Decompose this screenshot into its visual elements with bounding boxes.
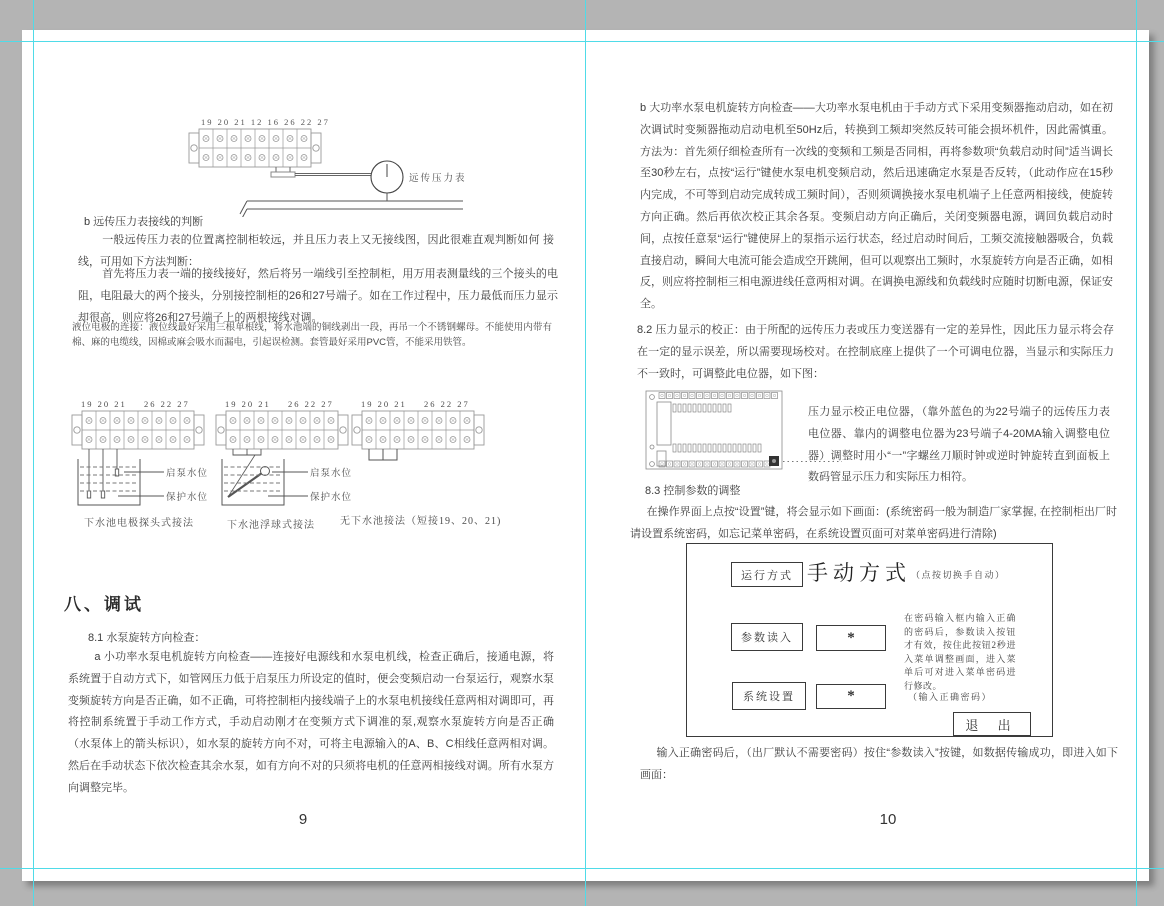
page-number: 10 — [879, 811, 897, 828]
paragraph: 一般远传压力表的位置离控制柜较远，并且压力表上又无接线图，因此很难直观判断如何 接线，可用如下方法判断： — [78, 234, 554, 268]
start-level-label: 启泵水位 — [310, 469, 353, 479]
terminal-numbers: 19 20 21 — [225, 399, 271, 409]
note-paragraph: 液位电极的连接：液位线最好采用三根单根线，将水池端的铜线剥出一段，再吊一个不锈钢螺母。不能使用内带有棉、麻的电缆线，因棉或麻会吸水而漏电，引起误检测。套管最好采用PVC管，不能采用铁管。 — [72, 322, 552, 348]
guide-line-vertical-center — [585, 0, 586, 906]
jumper-wire — [369, 449, 397, 460]
param-read-button: 参数读入 — [731, 623, 803, 651]
protect-level-label: 保护水位 — [310, 493, 353, 503]
board-bottom-terminals — [659, 461, 770, 467]
figure-no-tank-jumper — [348, 398, 493, 473]
terminal-numbers: 19 20 21 — [361, 399, 407, 409]
run-mode-note: （点按切换手自动） — [911, 570, 1006, 580]
terminal-strip — [189, 129, 321, 167]
terminal-strip — [72, 411, 204, 449]
pipe — [240, 201, 463, 217]
paragraph: 8.2 压力显示的校正：由于所配的远传压力表或压力变送器有一定的差异性，因此压力显示将会存在一定的显示误差，所以需要现场校对。在控制底座上提供了一个可调电位器，当显示和实际压力不一致时，可调整此电位器，如下图： — [637, 324, 1114, 380]
system-setting-note: （输入正确密码） — [908, 692, 993, 702]
figure-electrode-probe — [68, 398, 213, 510]
paragraph: 首先将压力表一端的接线接好，然后将另一端线引至控制柜，用万用表测量线的三个接头的电阻，电阻最大的两个接头，分别接控制柜的26和27号端子。如在工作过程中，压力最低而压力显示却很高，则应将26和27号端子上的两根接线对调。 — [78, 268, 558, 324]
guide-line-horizontal-top — [0, 41, 1164, 42]
guide-line-vertical-left — [33, 0, 34, 906]
guide-line-horizontal-bottom — [0, 868, 1164, 869]
tank — [222, 459, 284, 505]
gauge-label: 远传压力表 — [409, 174, 467, 184]
board-components-top — [673, 404, 731, 412]
board-top-terminals — [659, 393, 778, 399]
potentiometer — [769, 456, 779, 466]
settings-screen-figure — [686, 543, 1053, 737]
run-mode-value: 手动方式 — [807, 561, 911, 585]
guide-line-vertical-right — [1136, 0, 1137, 906]
pressure-gauge-icon — [371, 161, 403, 201]
system-setting-button: 系统设置 — [732, 682, 806, 710]
terminal-numbers: 19 20 21 — [81, 399, 127, 409]
paragraph: a 小功率水泵电机旋转方向检查——连接好电源线和水泵电机线，检查正确后，接通电源，将系统置于自动方式下，如管网压力低于启泵压力所设定的值时，便会变频启动一台泵运行，观察水泵变频旋转方向是否正确，如不正确，可将控制柜内接线端子上的水泵电机接线任意两相对调即可，再将控制系统置于手动工作方式，手动启动刚才在变频方式下调准的泵,观察水泵旋转方向是否正确（水泵体上的箭头标识），如水泵的旋转方向不对，可将主电源输入的A、B、C相线任意两相对调。然后在手动状态下依次检查其余水泵，如有方向不对的只须将电机的任意两相接线对调。所有水泵方向调整完毕。 — [68, 651, 554, 794]
terminal-strip — [352, 411, 484, 449]
param-password-field: * — [816, 625, 886, 651]
float-wires — [228, 449, 270, 497]
exit-button: 退 出 — [953, 712, 1031, 736]
figure-caption: 下水池浮球式接法 — [227, 520, 315, 531]
run-mode-button: 运行方式 — [731, 562, 803, 587]
terminal-numbers: 26 22 27 — [288, 399, 334, 409]
figure-caption: 下水池电极探头式接法 — [84, 518, 194, 529]
terminal-numbers: 26 22 27 — [424, 399, 470, 409]
gauge-wiring — [271, 167, 371, 177]
protect-level-label: 保护水位 — [166, 493, 209, 503]
chapter-heading: 八、调试 — [64, 595, 144, 614]
param-read-note: 在密码输入框内输入正确的密码后，参数读入按钮才有效，按住此按钮2秒进入菜单调整画面，进入菜单后可对进入菜单密码进行修改。 — [904, 613, 1016, 691]
page-number: 9 — [298, 811, 308, 828]
start-level-label: 启泵水位 — [166, 469, 209, 479]
figure-remote-pressure-gauge — [185, 115, 470, 217]
paragraph: 输入正确密码后，（出厂默认不需要密码）按住“参数读入”按键，如数据传输成功，即进入如下画面： — [640, 747, 1118, 781]
page-9 — [22, 30, 585, 881]
page-10 — [585, 30, 1149, 881]
figure-float-ball — [212, 398, 357, 510]
label-leaders — [268, 472, 308, 496]
section-8-3-title: 8.3 控制参数的调整 — [645, 485, 741, 497]
board-outline — [646, 391, 782, 469]
section-8-1-title: 8.1 水泵旋转方向检查： — [88, 632, 206, 644]
section-b-title: b 远传压力表接线的判断 — [84, 216, 204, 228]
system-password-field: * — [816, 684, 886, 709]
board-figure-note: 压力显示校正电位器，（靠外蓝色的为22号端子的远传压力表电位器、靠内的调整电位器为23号端子4-20MA输入调整电位器）调整时用小“一”字螺丝刀顺时钟或逆时钟旋转直到面板上数码管显示压力和实际压力相符。 — [808, 406, 1110, 484]
terminal-numbers: 26 22 27 — [144, 399, 190, 409]
label-leaders — [118, 472, 164, 496]
paragraph: b 大功率水泵电机旋转方向检查——大功率水泵电机由于手动方式下采用变频器拖动启动，如在初次调试时变频器拖动启动电机至50Hz后，转换到工频却突然反转可能会损坏机件，因此需慎重。方法为：首先须仔细检查所有一次线的变频和工频是否同相，再将参数项“负载启动时间”适当调长至30秒左右，点按“运行”键使水泵电机变频启动，然后迅速确定水泵是否反转，（此动作应在15秒内完成，不可等到启动完成转成工频时间），否则须调换接水泵电机端子上任意两相接线，使旋转方向正确。然后再依次校正其余各泵。变频启动方向正确后，关闭变频器电源，调回负载启动时间，点按任意泵“运行”键使屏上的泵指示运行状态，经过启动时间后，工频交流接触器吸合，负载直接启动，瞬间大电流可能会造成空开跳闸，但可以观察出工频时，水泵旋转方向是否正确，如相反，则应将控制柜三相电源进线任意两相对调。在调换电源线和负载线时应随时切断电源，保证安全。 — [640, 102, 1113, 311]
terminal-strip — [216, 411, 348, 449]
figure-caption: 无下水池接法（短接19、20、21) — [340, 516, 502, 527]
paragraph: 在操作界面上点按“设置”键，将会显示如下画面：(系统密码一般为制造厂家掌握, 在控制柜出厂时请设置系统密码，如忘记菜单密码，在系统设置页面可对菜单密码进行清除) — [630, 506, 1117, 540]
terminal-numbers: 19 20 21 12 16 26 22 27 — [201, 117, 330, 127]
board-components-bottom — [673, 444, 761, 452]
